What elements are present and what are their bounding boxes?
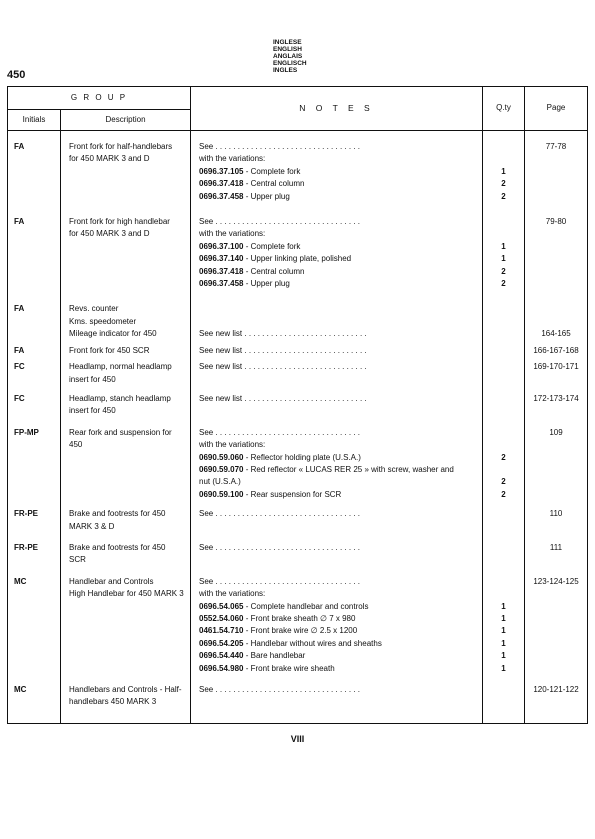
note-text: - Complete fork: [243, 166, 301, 176]
notes-cell: [191, 501, 483, 533]
table-row: [8, 675, 588, 709]
page-cell: [525, 533, 588, 567]
qty-blank: [483, 393, 524, 405]
qty-cell: [483, 418, 525, 501]
group-initials: [8, 290, 61, 340]
note-line: [199, 601, 478, 613]
language-label: INGLESE: [273, 39, 302, 46]
part-code: 0696.54.980: [199, 663, 244, 673]
table-bottom-padding: [8, 709, 588, 724]
note-text: with the variations:: [199, 154, 266, 164]
notes-cell: [191, 533, 483, 567]
description-line: Front fork for 450 SCR: [69, 345, 150, 355]
note-line: [199, 625, 478, 637]
note-text: See new list . . . . . . . . . . . . . . . . . . . . . . . . . . . .: [199, 345, 367, 355]
qty-cell: [483, 341, 525, 357]
note-line: [199, 345, 478, 357]
note-text: - Red reflector « LUCAS RER 25 » with screw, washer and: [243, 464, 454, 474]
description-line: Headlamp, normal headlamp: [69, 362, 172, 372]
qty-value: 2: [501, 266, 506, 276]
group-initials: [8, 567, 61, 675]
qty-blank: [483, 464, 524, 476]
notes-cell: [191, 203, 483, 290]
group-description: [61, 386, 191, 418]
qty-blank: [483, 588, 524, 600]
note-text: - Central column: [243, 266, 305, 276]
group-description: [61, 501, 191, 533]
qty-value: 2: [501, 179, 506, 189]
notes-cell: [191, 567, 483, 675]
description-line: SCR: [69, 555, 86, 565]
language-label: ANGLAIS: [273, 53, 303, 60]
page-reference: 166-167-168: [533, 345, 579, 355]
group-description: [61, 203, 191, 290]
initials-code: FP-MP: [14, 427, 39, 437]
page-cell: [525, 203, 588, 290]
qty-value: 1: [501, 254, 506, 264]
initials-code: MC: [14, 685, 27, 695]
qty-blank: [483, 345, 524, 357]
qty-cell: [483, 675, 525, 709]
page-cell: [525, 567, 588, 675]
group-description: [61, 418, 191, 501]
note-line: [199, 427, 478, 439]
initials-code: FA: [14, 217, 25, 227]
qty-value: 2: [501, 452, 506, 462]
qty-value: 1: [501, 638, 506, 648]
initials-code: FA: [14, 142, 25, 151]
note-line: [199, 361, 478, 373]
page-cell: [525, 501, 588, 533]
page-reference: 120-121-122: [533, 685, 579, 695]
note-text: - Complete fork: [243, 241, 301, 251]
part-code: 0690.59.100: [199, 489, 244, 499]
description-line: for 450 MARK 3 and D: [69, 229, 150, 239]
note-text: - Bare handlebar: [243, 651, 306, 661]
qty-value: 1: [501, 241, 506, 251]
notes-cell: [191, 341, 483, 357]
note-line: [199, 663, 478, 675]
description-line: 450: [69, 440, 83, 450]
note-line: [199, 303, 478, 315]
description-line: Mileage indicator for 450: [69, 329, 157, 339]
table-row: [8, 533, 588, 567]
note-line: [199, 508, 478, 520]
note-text: See . . . . . . . . . . . . . . . . . . . . . . . . . . . . . . . . .: [199, 217, 360, 227]
group-description: [61, 341, 191, 357]
note-text: See . . . . . . . . . . . . . . . . . . . . . . . . . . . . . . . . .: [199, 509, 360, 519]
notes-cell: [191, 675, 483, 709]
group-description: [61, 131, 191, 204]
page-cell: [525, 290, 588, 340]
empty-cell: [483, 709, 525, 724]
empty-cell: [8, 709, 61, 724]
initials-code: FC: [14, 362, 25, 372]
note-line: [199, 638, 478, 650]
table-row: [8, 418, 588, 501]
qty-value: 1: [501, 166, 506, 176]
description-line: Rear fork and suspension for: [69, 427, 172, 437]
description-header: Description: [61, 110, 191, 131]
part-code: 0461.54.710: [199, 626, 244, 636]
note-text: - Complete handlebar and controls: [243, 601, 369, 611]
table-row: [8, 203, 588, 290]
initials-header: Initials: [8, 110, 61, 131]
note-line: [199, 476, 478, 488]
note-line: [199, 228, 478, 240]
note-text: nut (U.S.A.): [199, 477, 241, 487]
language-list: [273, 39, 307, 74]
part-code: 0696.37.458: [199, 279, 244, 289]
language-label: INGLES: [273, 67, 298, 74]
notes-cell: [191, 131, 483, 204]
note-line: [199, 439, 478, 451]
description-line: Front fork for half-handlebars: [69, 142, 173, 151]
qty-value: 1: [501, 651, 506, 661]
page-reference: 164-165: [541, 329, 571, 339]
note-text: - Handlebar without wires and sheaths: [243, 638, 382, 648]
qty-blank: [483, 684, 524, 696]
page-reference: 169-170-171: [533, 362, 579, 372]
initials-code: FA: [14, 304, 25, 314]
part-code: 0696.37.100: [199, 241, 244, 251]
page-reference: 77-78: [545, 142, 567, 151]
table-row: [8, 341, 588, 357]
page-reference: 123-124-125: [533, 576, 579, 586]
qty-blank: [483, 439, 524, 451]
note-text: - Front brake wire ∅ 2.5 x 1200: [243, 626, 358, 636]
note-text: - Central column: [243, 179, 305, 189]
qty-cell: [483, 386, 525, 418]
group-initials: [8, 203, 61, 290]
note-line: [199, 141, 478, 153]
description-line: Revs. counter: [69, 304, 119, 314]
note-line: [199, 464, 478, 476]
language-label: ENGLISCH: [273, 60, 307, 67]
description-line: insert for 450: [69, 374, 116, 384]
page-reference: 109: [549, 427, 563, 437]
group-description: [61, 533, 191, 567]
page-cell: [525, 357, 588, 386]
group-initials: [8, 386, 61, 418]
initials-code: MC: [14, 576, 27, 586]
footer-page-label: VIII: [290, 734, 305, 744]
qty-cell: [483, 203, 525, 290]
group-description: [61, 357, 191, 386]
part-code: 0696.54.205: [199, 638, 244, 648]
group-description: [61, 290, 191, 340]
page-header: Page: [525, 87, 588, 131]
qty-blank: [483, 141, 524, 153]
description-line: Front fork for high handlebar: [69, 217, 170, 227]
note-text: with the variations:: [199, 440, 266, 450]
note-line: [199, 241, 478, 253]
notes-cell: [191, 290, 483, 340]
note-text: See . . . . . . . . . . . . . . . . . . . . . . . . . . . . . . . . .: [199, 542, 360, 552]
table-row: [8, 386, 588, 418]
note-text: - Upper plug: [243, 191, 290, 201]
qty-blank: [483, 508, 524, 520]
qty-blank: [483, 303, 524, 315]
qty-value: 1: [501, 601, 506, 611]
note-line: [199, 650, 478, 662]
qty-value: 2: [501, 489, 506, 499]
description-line: Brake and footrests for 450: [69, 542, 166, 552]
group-description: [61, 675, 191, 709]
note-text: with the variations:: [199, 589, 266, 599]
qty-blank: [483, 542, 524, 554]
qty-cell: [483, 357, 525, 386]
note-line: [199, 166, 478, 178]
qty-blank: [483, 328, 524, 340]
note-line: [199, 316, 478, 328]
note-line: [199, 328, 478, 340]
note-text: - Upper plug: [243, 279, 290, 289]
note-text: See new list . . . . . . . . . . . . . . . . . . . . . . . . . . . .: [199, 362, 367, 372]
qty-cell: [483, 131, 525, 204]
group-initials: [8, 675, 61, 709]
note-line: [199, 684, 478, 696]
page-reference: 111: [549, 542, 563, 552]
table-row: [8, 290, 588, 340]
qty-blank: [483, 576, 524, 588]
group-header: G R O U P: [8, 87, 191, 110]
qty-cell: [483, 290, 525, 340]
part-code: 0690.59.060: [199, 452, 244, 462]
notes-cell: [191, 386, 483, 418]
page-cell: [525, 386, 588, 418]
page-reference: 110: [549, 509, 563, 519]
group-initials: [8, 341, 61, 357]
part-code: 0696.37.105: [199, 166, 244, 176]
group-description: [61, 567, 191, 675]
group-initials: [8, 533, 61, 567]
qty-cell: [483, 533, 525, 567]
qty-blank: [483, 153, 524, 165]
description-line: Headlamp, stanch headlamp: [69, 393, 171, 403]
qty-cell: [483, 501, 525, 533]
notes-cell: [191, 357, 483, 386]
part-code: 0696.37.418: [199, 179, 244, 189]
note-line: [199, 393, 478, 405]
part-code: 0696.54.065: [199, 601, 244, 611]
qty-value: 1: [501, 626, 506, 636]
initials-code: FC: [14, 393, 25, 403]
table-row: [8, 131, 588, 204]
description-line: insert for 450: [69, 406, 116, 416]
initials-code: FA: [14, 345, 25, 355]
page-cell: [525, 341, 588, 357]
note-line: [199, 576, 478, 588]
note-text: See . . . . . . . . . . . . . . . . . . . . . . . . . . . . . . . . .: [199, 685, 360, 695]
page-blank: [525, 316, 587, 328]
note-line: [199, 613, 478, 625]
part-code: 0696.37.140: [199, 254, 244, 264]
part-code: 0696.54.440: [199, 651, 244, 661]
group-initials: [8, 501, 61, 533]
empty-cell: [61, 709, 191, 724]
note-line: [199, 542, 478, 554]
part-code: 0696.37.458: [199, 191, 244, 201]
empty-cell: [191, 709, 483, 724]
empty-cell: [525, 709, 588, 724]
note-text: - Rear suspension for SCR: [243, 489, 342, 499]
page-number: 450: [7, 69, 26, 81]
page-cell: [525, 418, 588, 501]
note-text: See new list . . . . . . . . . . . . . . . . . . . . . . . . . . . .: [199, 329, 367, 339]
table-row: [8, 357, 588, 386]
qty-blank: [483, 427, 524, 439]
page-cell: [525, 131, 588, 204]
note-line: [199, 278, 478, 290]
qty-cell: [483, 567, 525, 675]
part-code: 0690.59.070: [199, 464, 244, 474]
note-text: - Front brake sheath ∅ 7 x 980: [243, 614, 356, 623]
note-line: [199, 588, 478, 600]
note-text: See . . . . . . . . . . . . . . . . . . . . . . . . . . . . . . . . .: [199, 142, 360, 151]
description-line: Handlebars and Controls - Half-: [69, 685, 182, 695]
notes-header: N O T E S: [191, 87, 483, 131]
qty-value: 2: [501, 191, 506, 201]
parts-catalog-table: [7, 86, 588, 724]
description-line: High Handlebar for 450 MARK 3: [69, 589, 184, 599]
note-line: [199, 253, 478, 265]
part-code: 0696.37.418: [199, 266, 244, 276]
qty-header: Q.ty: [483, 87, 525, 131]
page-cell: [525, 675, 588, 709]
description-line: Kms. speedometer: [69, 316, 137, 326]
qty-value: 1: [501, 663, 506, 673]
note-line: [199, 153, 478, 165]
note-line: [199, 178, 478, 190]
page-reference: 79-80: [545, 217, 567, 227]
qty-value: 2: [501, 477, 506, 487]
qty-blank: [483, 228, 524, 240]
table-body: [8, 131, 588, 724]
note-text: See new list . . . . . . . . . . . . . . . . . . . . . . . . . . . .: [199, 393, 367, 403]
note-line: [199, 452, 478, 464]
qty-blank: [483, 216, 524, 228]
note-text: - Upper linking plate, polished: [243, 254, 352, 264]
group-initials: [8, 418, 61, 501]
table-row: [8, 501, 588, 533]
qty-blank: [483, 361, 524, 373]
description-line: Handlebar and Controls: [69, 576, 154, 586]
page-blank: [525, 303, 587, 315]
qty-blank: [483, 316, 524, 328]
table-row: [8, 567, 588, 675]
note-text: See . . . . . . . . . . . . . . . . . . . . . . . . . . . . . . . . .: [199, 576, 360, 586]
language-label: ENGLISH: [273, 46, 302, 53]
description-line: Brake and footrests for 450: [69, 509, 166, 519]
note-text: - Reflector holding plate (U.S.A.): [243, 452, 361, 462]
part-code: 0552.54.060: [199, 614, 244, 623]
group-initials: [8, 131, 61, 204]
note-line: [199, 216, 478, 228]
initials-code: FR-PE: [14, 542, 38, 552]
note-line: [199, 266, 478, 278]
description-line: for 450 MARK 3 and D: [69, 154, 150, 164]
note-text: See . . . . . . . . . . . . . . . . . . . . . . . . . . . . . . . . .: [199, 427, 360, 437]
description-line: handlebars 450 MARK 3: [69, 697, 157, 707]
description-line: MARK 3 & D: [69, 521, 115, 531]
qty-value: 1: [501, 614, 506, 623]
page-reference: 172-173-174: [533, 393, 579, 403]
note-text: with the variations:: [199, 229, 266, 239]
qty-value: 2: [501, 279, 506, 289]
notes-cell: [191, 418, 483, 501]
note-text: - Front brake wire sheath: [243, 663, 335, 673]
group-initials: [8, 357, 61, 386]
note-line: [199, 489, 478, 501]
note-line: [199, 191, 478, 203]
initials-code: FR-PE: [14, 509, 38, 519]
